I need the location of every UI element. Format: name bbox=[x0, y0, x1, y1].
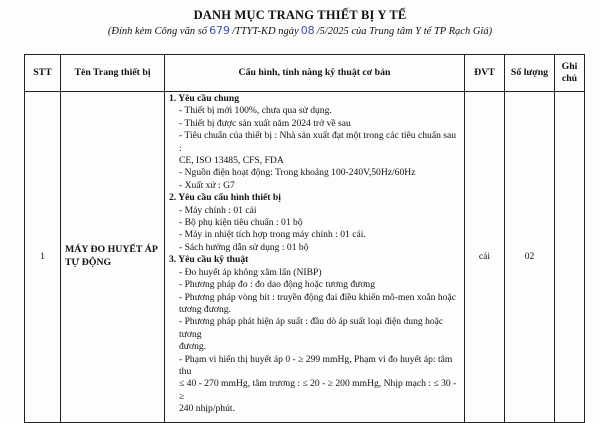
spec-line: - Phạm vi hiển thị huyết áp 0 - ≥ 299 mmHg, Phạm vi đo huyết áp: tâm thu bbox=[179, 353, 453, 377]
row-unit: cái bbox=[465, 92, 505, 423]
section-heading: 3. Yêu cầu kỹ thuật bbox=[169, 254, 249, 266]
spec-line: - Đo huyết áp không xâm lấn (NIBP) bbox=[179, 266, 322, 278]
header-unit: ĐVT bbox=[465, 55, 505, 92]
row-specifications bbox=[165, 92, 465, 423]
spec-line: - Phương pháp đo : đo dao động hoặc tương đương bbox=[179, 279, 376, 291]
spec-line: - Bộ phụ kiện tiêu chuẩn : 01 bộ bbox=[179, 217, 303, 229]
header-note-line-2: chú bbox=[561, 73, 578, 84]
header-note-line-1: Ghi bbox=[561, 60, 578, 72]
header-note bbox=[555, 55, 585, 92]
header-equipment-name: Tên Trang thiết bị bbox=[61, 55, 165, 92]
section-heading: 2. Yêu cầu cấu hình thiết bị bbox=[169, 192, 281, 204]
spec-line: đương. bbox=[179, 341, 207, 353]
header-stt: STT bbox=[25, 55, 61, 92]
equipment-table bbox=[24, 54, 585, 423]
spec-line: - Máy chính : 01 cái bbox=[179, 204, 257, 216]
spec-line: - Tiêu chuẩn của thiết bị : Nhà sản xuất đạt một trong các tiêu chuẩn sau : bbox=[179, 130, 457, 154]
subtitle-middle: /TTYT-KD ngày bbox=[232, 26, 299, 37]
spec-line: 240 nhịp/phút. bbox=[179, 403, 235, 415]
document-title: DANH MỤC TRANG THIẾT BỊ Y TẾ bbox=[193, 8, 407, 22]
row-stt: 1 bbox=[25, 92, 61, 423]
spec-line: tương đương. bbox=[179, 303, 231, 315]
spec-line: ≤ 40 - 270 mmHg, tâm trương : ≤ 20 - ≥ 200 mmHg, Nhịp mạch : ≤ 30 - ≥ bbox=[179, 378, 457, 402]
document-subtitle bbox=[0, 24, 600, 37]
handwritten-doc-number: 679 bbox=[209, 24, 231, 37]
row-quantity: 02 bbox=[505, 92, 555, 423]
subtitle-prefix: (Đính kèm Công văn số bbox=[107, 26, 208, 37]
header-quantity: Số lượng bbox=[505, 55, 555, 92]
row-note bbox=[555, 92, 585, 423]
spec-line: - Xuất xứ : G7 bbox=[179, 179, 235, 191]
spec-line: - Phương pháp vòng bít : truyền động đai điều khiển mô-men xoắn hoặc bbox=[179, 291, 456, 303]
subtitle-suffix: /5/2025 của Trung tâm Y tế TP Rạch Giá) bbox=[316, 26, 493, 37]
spec-line: - Máy in nhiệt tích hợp trong máy chính : 01 cái. bbox=[179, 229, 366, 241]
spec-line: - Phương pháp phát hiện áp suất : đầu dò áp suất loại điện dung hoặc tương bbox=[179, 316, 444, 340]
row-equipment-name: MÁY ĐO HUYẾT ÁP TỰ ĐỘNG bbox=[61, 92, 165, 423]
spec-line: CE, ISO 13485, CFS, FDA bbox=[179, 155, 284, 167]
table-row bbox=[25, 92, 585, 423]
spec-line: - Nguồn điện hoạt động: Trong khoảng 100-240V,50Hz/60Hz bbox=[179, 167, 416, 179]
handwritten-day: 08 bbox=[300, 24, 315, 37]
table-header-row bbox=[25, 55, 585, 92]
spec-line: - Thiết bị mới 100%, chưa qua sử dụng. bbox=[179, 105, 332, 117]
header-specifications: Cấu hình, tính năng kỹ thuật cơ bản bbox=[165, 55, 465, 92]
spec-line: - Thiết bị được sản xuất năm 2024 trở về sau bbox=[179, 117, 351, 129]
section-heading: 1. Yêu cầu chung bbox=[169, 93, 240, 104]
spec-line: - Sách hướng dẫn sử dụng : 01 bộ bbox=[179, 241, 309, 253]
